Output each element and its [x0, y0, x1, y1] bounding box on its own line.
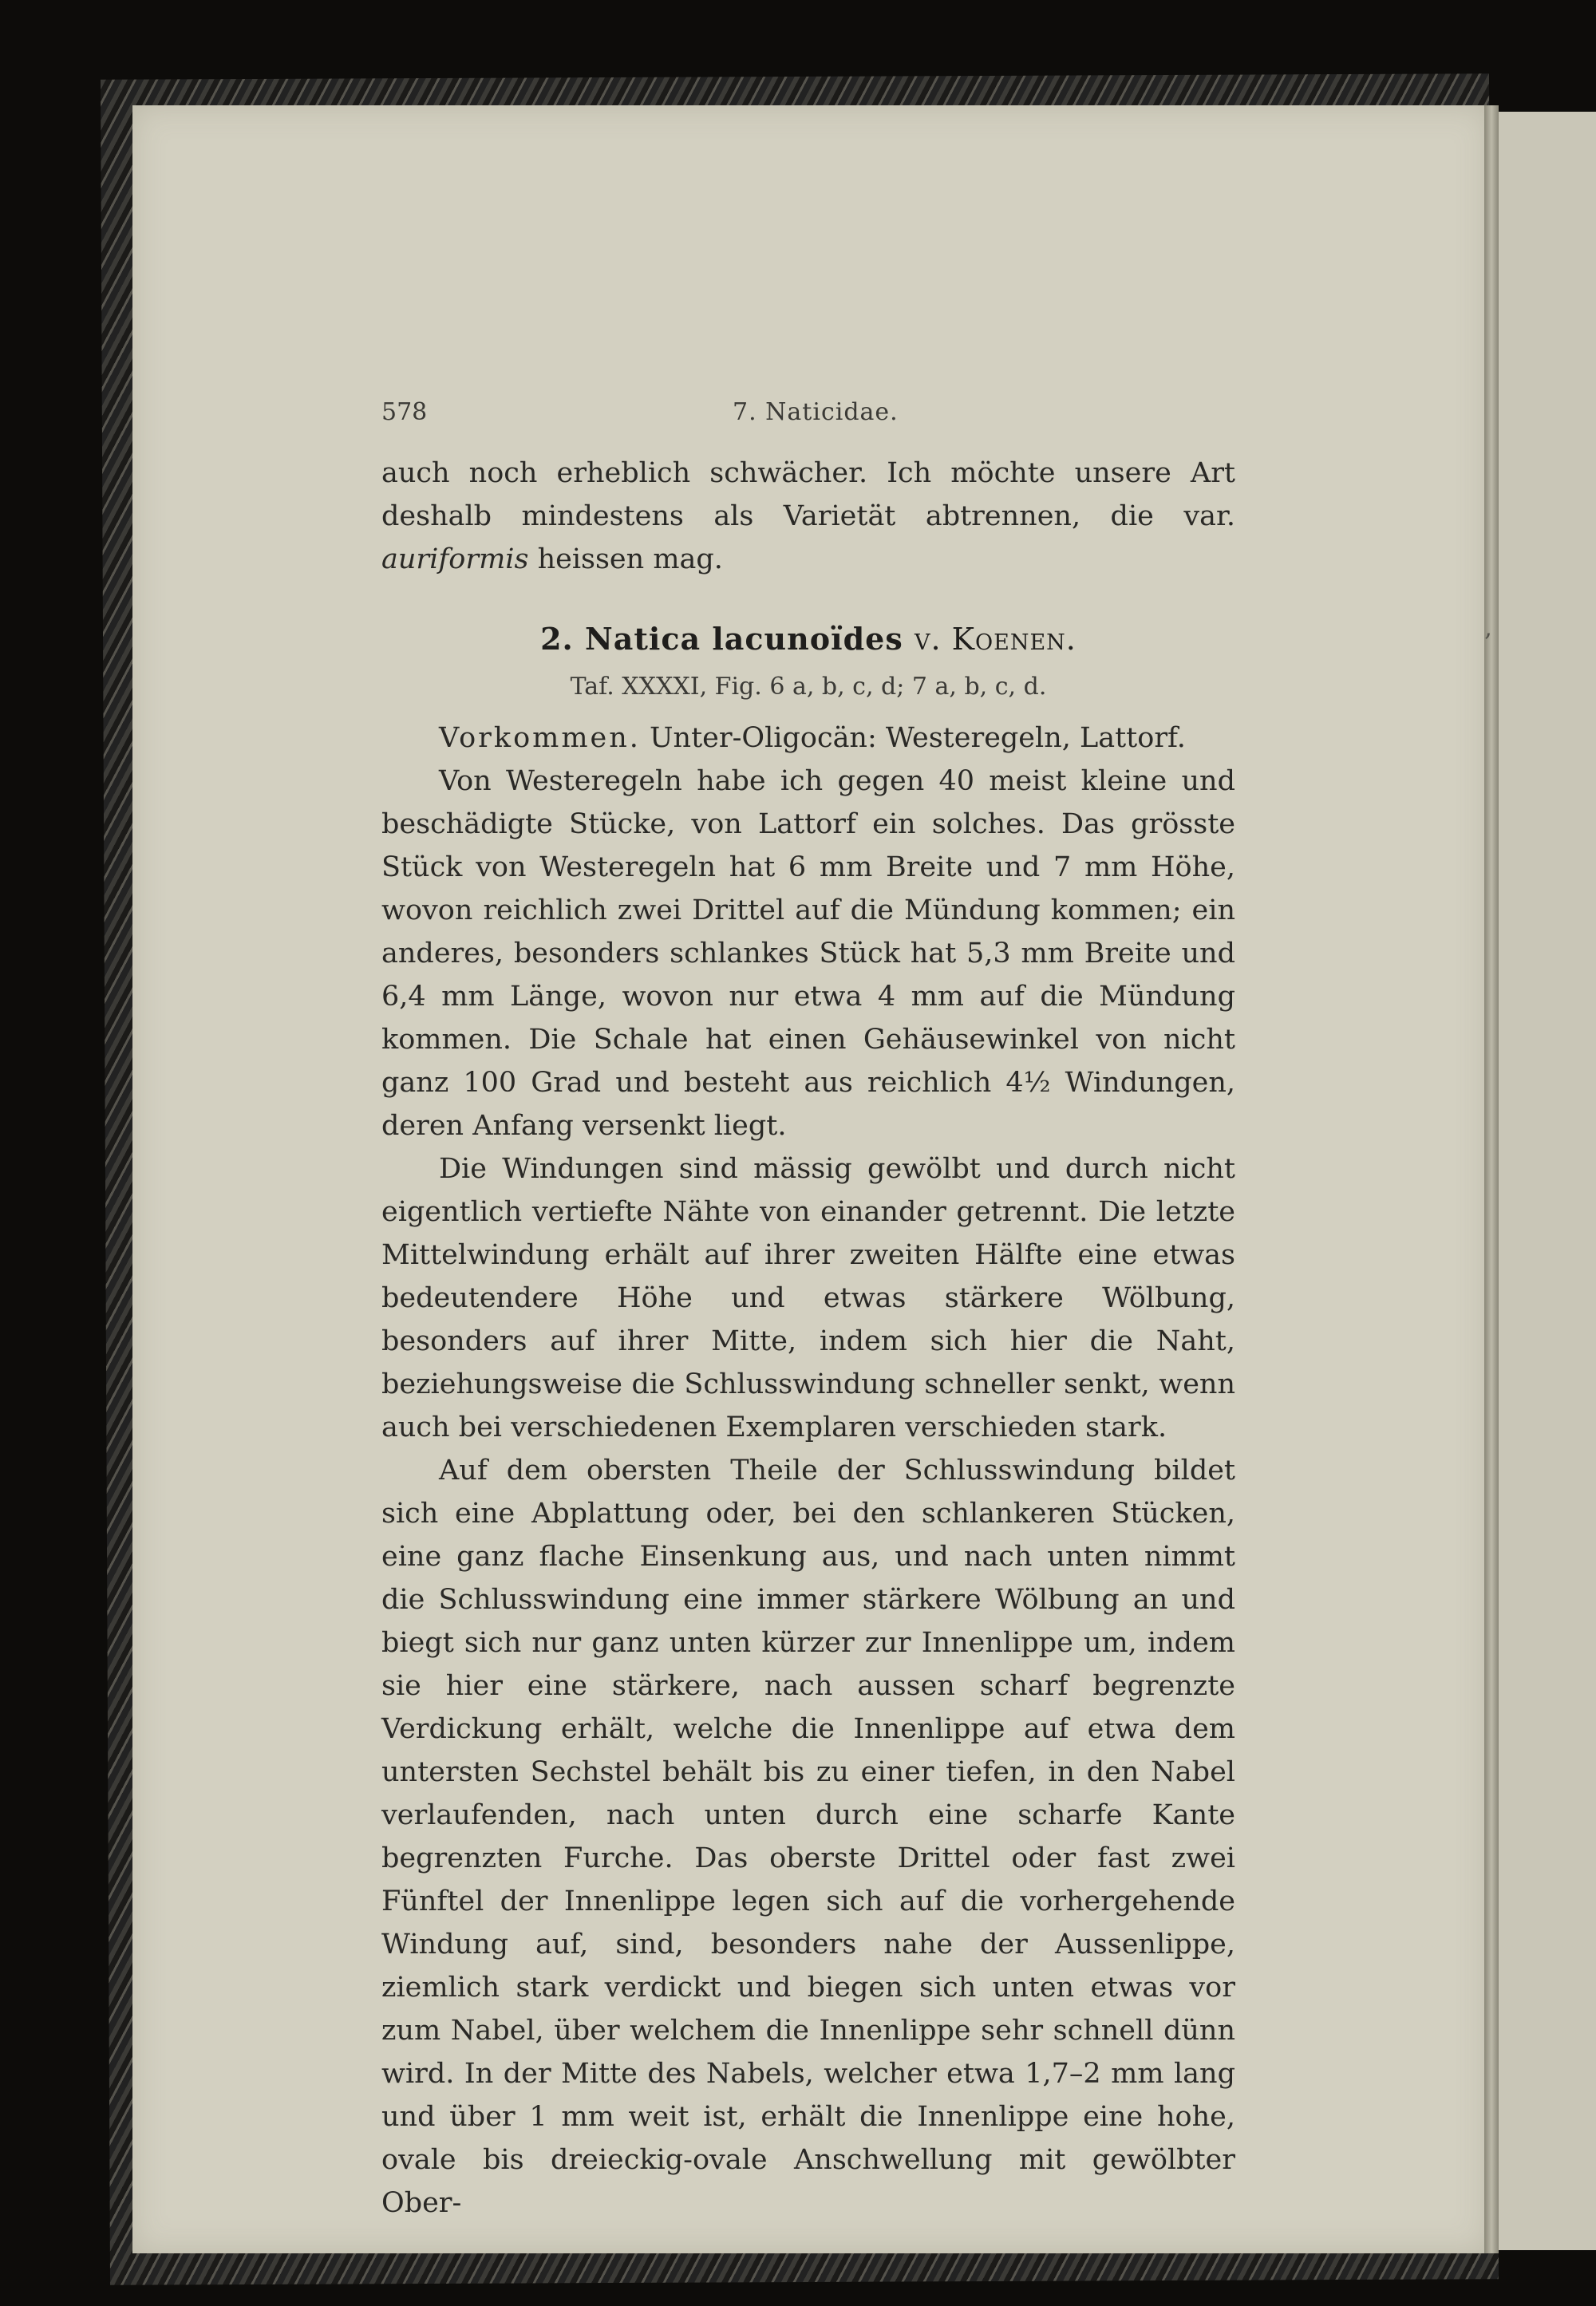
species-heading [381, 618, 1235, 661]
page-number: 578 [381, 398, 428, 426]
page-gutter [1484, 105, 1499, 2253]
paragraph-3: Auf dem obersten Theile der Schlusswindung bildet sich eine Abplattung oder, bei den schlankeren Stücken, eine ganz flache Einsenkung aus, und nach unten nimmt die Schlusswindung eine immer stärkere Wölbung an und biegt sich nur ganz unten kürzer zur Innenlippe um, indem sie hier eine stärkere, nach aussen scharf begrenzte Verdickung erhält, welche die Innenlippe auf etwa dem untersten Sechstel behält bis zu einer tiefen, in den Nabel verlaufenden, nach unten durch eine scharfe Kante begrenzten Furche. Das oberste Drittel oder fast zwei Fünftel der Innenlippe legen sich auf die vorhergehende Windung auf, sind, besonders nahe der Aussenlippe, ziemlich stark verdickt und biegen sich unten etwas vor zum Nabel, über welchem die Innenlippe sehr schnell dünn wird. In der Mitte des Nabels, welcher etwa 1,7–2 mm lang und über 1 mm weit ist, erhält die Innenlippe eine hohe, ovale bis dreieckig-ovale Anschwellung mit gewölbter Ober- [381, 1455, 1235, 2219]
margin-mark: ‚ [1484, 614, 1492, 642]
section-title: 7. Naticidae. [733, 398, 899, 426]
intro-text-end: heissen mag. [528, 543, 723, 575]
running-header [381, 391, 1235, 434]
species-author: v. Koenen. [914, 622, 1077, 657]
occurrence-line [381, 717, 1235, 760]
paragraph-1: Von Westeregeln habe ich gegen 40 meist kleine und beschädigte Stücke, von Lattorf ein solches. Das grösste Stück von Westeregeln hat 6 mm Breite und 7 mm Höhe, wovon reichlich zwei Drittel auf die Mündung kommen; ein anderes, besonders schlankes Stück hat 5,3 mm Breite und 6,4 mm Länge, wovon nur etwa 4 mm auf die Mündung kommen. Die Schale hat einen Gehäusewinkel von nicht ganz 100 Grad und besteht aus reichlich 4½ Windungen, deren Anfang versenkt liegt. [381, 765, 1235, 1142]
species-name: 2. Natica lacunoïdes [540, 621, 903, 657]
next-page-edge [1499, 112, 1596, 2250]
paragraph-2: Die Windungen sind mässig gewölbt und durch nicht eigentlich vertiefte Nähte von einander getrennt. Die letzte Mittelwindung erhält auf ihrer zweiten Hälfte eine etwas bedeutendere Höhe und etwas stärkere Wölbung, besonders auf ihrer Mitte, indem sich hier die Naht, beziehungsweise die Schlusswindung schneller senkt, wenn auch bei verschiedenen Exemplaren verschieden stark. [381, 1153, 1235, 1443]
page-text [381, 391, 1235, 2225]
variety-name: auriformis [381, 543, 529, 575]
plate-reference: Taf. XXXXI, Fig. 6 a, b, c, d; 7 a, b, c, d. [570, 673, 1047, 701]
intro-paragraph [381, 452, 1235, 581]
occurrence-label: Vorkommen. [439, 722, 641, 754]
occurrence-text: Unter-Oligocän: Westeregeln, Lattorf. [640, 722, 1186, 754]
intro-text: auch noch erheblich schwächer. Ich möchte unsere Art deshalb mindestens als Varietät abtrennen, die var. [381, 457, 1235, 532]
